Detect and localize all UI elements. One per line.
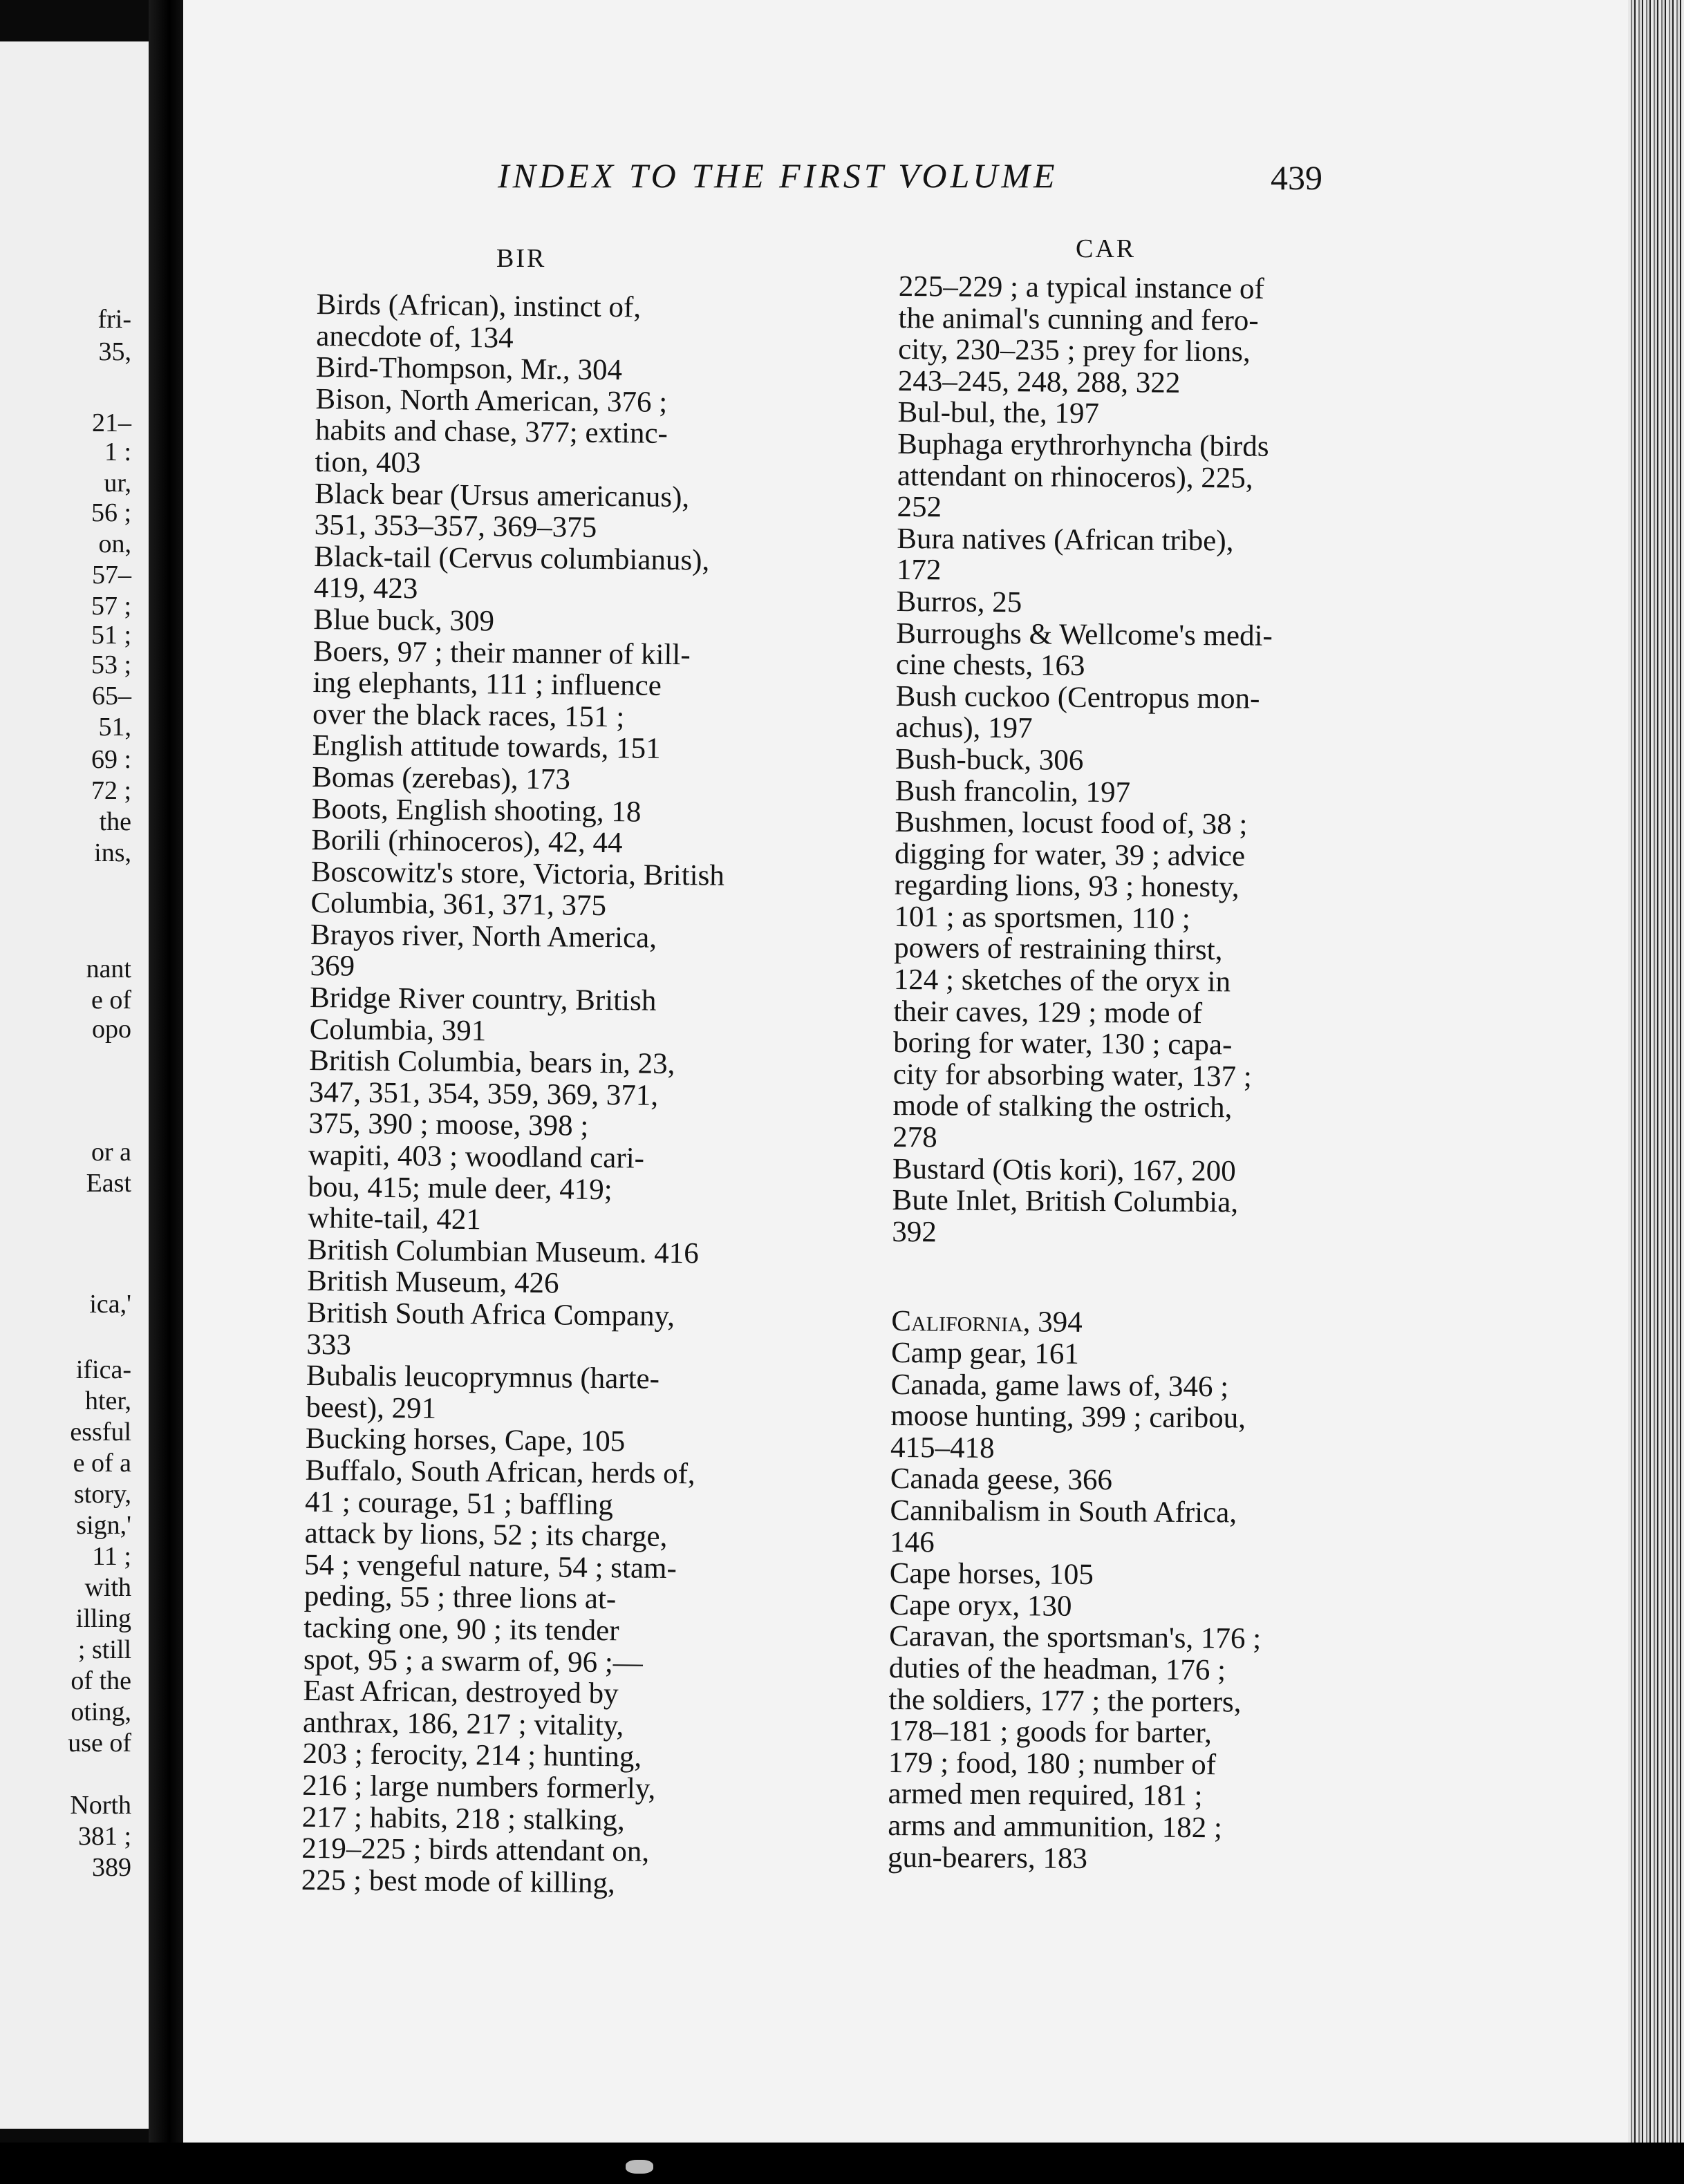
facing-page-fragment: 57 ; [91, 592, 131, 621]
index-entry [895, 681, 1325, 747]
guide-word-right: CAR [1076, 234, 1136, 263]
index-entry [895, 775, 1324, 809]
index-entry-line: achus), 197 [895, 711, 1033, 745]
index-entry-line: Bustard (Otis kori), 167, 200 [892, 1152, 1236, 1188]
index-entry-line: Canada geese, 366 [890, 1462, 1113, 1497]
index-entry [308, 1045, 780, 1239]
index-entry-line: attack by lions, 52 ; its charge, [304, 1517, 668, 1554]
index-entry-line: Cape oryx, 130 [889, 1588, 1072, 1623]
index-entry-line: Bomas (zerebas), 173 [311, 760, 571, 796]
index-entry [307, 1265, 777, 1301]
guide-word-left: BIR [496, 244, 547, 273]
facing-page-fragment: story, [73, 1480, 131, 1509]
index-entry-line: Black-tail (Cervus columbianus), [314, 540, 710, 577]
index-entry [890, 1558, 1318, 1592]
index-entry-line: 347, 351, 354, 359, 369, 371, [308, 1075, 659, 1112]
index-entry-line: city for absorbing water, 137 ; [892, 1057, 1252, 1093]
index-entry-line: 225 ; best mode of killing, [301, 1863, 615, 1899]
index-column-right [888, 271, 1327, 1876]
facing-page-fragment: 53 ; [91, 650, 131, 679]
index-entry-line: gun-bearers, 183 [887, 1841, 1088, 1875]
index-entry [896, 618, 1325, 684]
index-entry-line: 216 ; large numbers formerly, [301, 1769, 656, 1805]
index-entry-line: regarding lions, 93 ; honesty, [894, 869, 1239, 904]
index-entry-line: Bush-buck, 306 [895, 742, 1084, 777]
facing-page-fragment: illing [75, 1604, 131, 1633]
facing-page-fragment: North [70, 1791, 131, 1820]
index-entry-line: Blue buck, 309 [313, 603, 495, 638]
facing-page-fragment: 21– [92, 408, 131, 437]
index-entry [309, 982, 780, 1050]
index-entry-line: Boers, 97 ; their manner of kill- [312, 634, 691, 671]
index-entry-line: Bura natives (African tribe), [897, 522, 1234, 558]
index-entry [310, 919, 780, 987]
index-entry-line: cine chests, 163 [895, 648, 1085, 683]
index-entry-line: 41 ; courage, 51 ; baffling [304, 1485, 614, 1521]
facing-page-fragment: opo [92, 1015, 131, 1044]
index-entry-line: California, 394 [891, 1305, 1083, 1339]
index-entry-line: Birds (African), instinct of, [316, 288, 642, 324]
book-gutter [149, 0, 183, 2184]
facing-page-fragment: 65– [92, 681, 131, 710]
index-entry-line: 172 [896, 554, 942, 587]
facing-page-fragment: 72 ; [91, 776, 131, 805]
facing-page-fragment: ; still [77, 1635, 131, 1664]
index-column-right-b-entries [892, 271, 1327, 1251]
facing-page-fragment: or a [91, 1138, 131, 1167]
index-entry-line: habits and chase, 377; extinc- [315, 414, 668, 451]
index-entry-line: digging for water, 39 ; advice [894, 837, 1246, 873]
index-entry-line: 415–418 [890, 1431, 995, 1465]
index-entry [897, 523, 1326, 590]
index-entry [890, 1495, 1319, 1561]
index-entry [889, 1590, 1318, 1624]
index-entry-line: Bridge River country, British [309, 981, 657, 1017]
scan-mark [626, 2160, 653, 2174]
index-entry-line: peding, 55 ; three lions at- [303, 1580, 617, 1616]
index-entry-line: British Museum, 426 [306, 1265, 559, 1300]
index-entry [307, 1234, 777, 1270]
index-entry-line: 392 [892, 1215, 937, 1249]
index-entry-line: Boscowitz's store, Victoria, British [310, 855, 725, 892]
index-entry [310, 856, 781, 924]
index-entry-line: wapiti, 403 ; woodland cari- [308, 1138, 645, 1175]
page-number: 439 [1271, 158, 1322, 197]
facing-page-fragment: e of [91, 986, 131, 1015]
index-entry [306, 1360, 776, 1428]
index-entry-line: Bucking horses, Cape, 105 [305, 1422, 626, 1458]
index-entry [891, 1337, 1320, 1372]
index-entry-line: 178–181 ; goods for barter, [888, 1715, 1213, 1750]
index-entry-line: Canada, game laws of, 346 ; [890, 1368, 1229, 1403]
index-entry-line: Cannibalism in South Africa, [890, 1494, 1237, 1529]
index-entry-line: tion, 403 [315, 445, 421, 480]
index-entry-line: armed men required, 181 ; [888, 1778, 1203, 1813]
facing-page-fragment: sign,' [76, 1511, 131, 1540]
index-entry-line: Bush francolin, 197 [895, 774, 1131, 809]
index-entry-line: anthrax, 186, 217 ; vitality, [302, 1706, 624, 1742]
index-entry-line: beest), 291 [306, 1391, 437, 1425]
facing-page-fragment: ur, [104, 469, 131, 498]
facing-page-fragment: 389 [92, 1853, 131, 1882]
index-entry [312, 636, 783, 766]
index-entry-line: arms and ammunition, 182 ; [888, 1809, 1223, 1845]
index-entry-line: Buffalo, South African, herds of, [305, 1453, 695, 1491]
index-entry-line: 278 [892, 1121, 937, 1154]
facing-page-fragment: 1 : [104, 437, 131, 467]
index-entry-line: 101 ; as sportsmen, 110 ; [894, 900, 1191, 935]
index-entry [888, 1621, 1318, 1876]
index-entry-line: moose hunting, 399 ; caribou, [890, 1400, 1246, 1435]
index-entry [896, 586, 1325, 621]
index-entry [312, 762, 782, 798]
index-entry-line: Black bear (Ursus americanus), [314, 477, 690, 514]
index-entry [316, 352, 786, 388]
index-entry-line: 369 [310, 950, 355, 983]
index-entry-line: Cape horses, 105 [889, 1557, 1094, 1592]
index-entry-line: Borili (rhinoceros), 42, 44 [311, 824, 623, 860]
facing-page-fragment: 381 ; [77, 1822, 131, 1851]
facing-page-fragment: on, [98, 529, 131, 558]
index-entry [892, 1154, 1321, 1188]
index-entry-line: 124 ; sketches of the oryx in [893, 963, 1231, 999]
index-entry-line: Columbia, 391 [309, 1013, 487, 1048]
index-entry [312, 793, 782, 829]
index-entry-line: Bul-bul, the, 197 [897, 396, 1100, 431]
facing-page-fragment: essful [70, 1418, 131, 1447]
index-column-left [301, 289, 787, 1901]
facing-page-fragment: East [86, 1169, 131, 1198]
facing-page-fragment: e of a [73, 1449, 131, 1478]
page-edges [1628, 0, 1684, 2184]
running-head: INDEX TO THE FIRST VOLUME [498, 156, 1058, 195]
facing-page-fragment: the [99, 807, 131, 836]
facing-page-fragment: nant [86, 954, 131, 983]
index-entry-line: the soldiers, 177 ; the porters, [888, 1683, 1242, 1719]
index-entry [301, 1455, 776, 1901]
index-entry [315, 384, 785, 482]
index-entry-line: 243–245, 248, 288, 322 [897, 364, 1181, 399]
index-entry-line: 146 [889, 1525, 935, 1559]
index-entry-line: city, 230–235 ; prey for lions, [898, 333, 1251, 368]
facing-page-fragment: 35, [98, 337, 131, 366]
index-entry-line: British Columbian Museum. 416 [307, 1233, 700, 1270]
index-entry-line: British Columbia, bears in, 23, [309, 1044, 675, 1081]
index-entry [314, 478, 785, 546]
facing-page-fragment: ica,' [89, 1290, 131, 1319]
index-entry-line: 54 ; vengeful nature, 54 ; stam- [304, 1548, 677, 1585]
index-entry [892, 807, 1323, 1156]
index-entry [313, 604, 783, 640]
facing-page-fragment: 51 ; [91, 621, 131, 650]
index-entry [306, 1423, 776, 1459]
index-entry-line: over the black races, 151 ; [312, 697, 625, 734]
index-entry-line: Bison, North American, 376 ; [315, 382, 668, 419]
index-entry-line: East African, destroyed by [303, 1675, 619, 1711]
index-entry-line: the animal's cunning and fero- [898, 301, 1259, 337]
index-entry [897, 429, 1326, 526]
index-entry-line: Bird-Thompson, Mr., 304 [315, 351, 623, 387]
index-entry-line: duties of the headman, 176 ; [888, 1651, 1226, 1687]
scan-border [0, 2143, 1684, 2184]
facing-page-fragment: 57– [92, 561, 131, 590]
index-entry [892, 1185, 1321, 1251]
facing-page-fragment: with [84, 1573, 131, 1602]
index-entry-line: 333 [306, 1328, 352, 1362]
index-entry-line: 375, 390 ; moose, 398 ; [308, 1107, 589, 1143]
index-entry-line: bou, 415; mule deer, 419; [308, 1170, 612, 1206]
index-entry-line: Burros, 25 [896, 585, 1022, 619]
index-entry-line: 217 ; habits, 218 ; stalking, [301, 1800, 626, 1836]
index-entry-line: Caravan, the sportsman's, 176 ; [889, 1620, 1262, 1656]
index-entry [311, 825, 781, 860]
index-entry-line: tacking one, 90 ; its tender [303, 1611, 619, 1648]
facing-page-fragment: hter, [84, 1386, 131, 1415]
index-entry-line: 219–225 ; birds attendant on, [301, 1832, 650, 1868]
index-entry-line: 252 [897, 491, 942, 524]
index-entry-line: their caves, 129 ; mode of [893, 995, 1203, 1030]
index-entry [890, 1463, 1319, 1498]
index-entry-line: ing elephants, 111 ; influence [312, 666, 662, 702]
index-entry [897, 397, 1326, 431]
index-entry-line: Columbia, 361, 371, 375 [310, 887, 607, 923]
facing-page-fragment: 51, [98, 713, 131, 742]
index-entry [316, 289, 787, 357]
facing-page-fragment: fri- [97, 305, 131, 334]
index-entry [314, 541, 785, 609]
index-entry-line: 351, 353–357, 369–375 [314, 509, 597, 545]
index-entry-line: spot, 95 ; a swarm of, 96 ;— [303, 1643, 644, 1679]
index-entry [891, 1306, 1320, 1340]
index-entry-line: 225–229 ; a typical instance of [898, 270, 1264, 305]
facing-page-fragment: 11 ; [92, 1542, 131, 1571]
facing-page-fragment: 56 ; [91, 498, 131, 527]
index-entry-line: Burroughs & Wellcome's medi- [896, 616, 1273, 652]
index-entry-line: Boots, English shooting, 18 [311, 792, 642, 829]
index-entry-line: Bubalis leucoprymnus (harte- [306, 1359, 660, 1396]
index-entry-line: 203 ; ferocity, 214 ; hunting, [302, 1738, 642, 1773]
index-entry-line: attendant on rhinoceros), 225, [897, 459, 1253, 495]
index-entry-line: boring for water, 130 ; capa- [893, 1026, 1233, 1062]
index-entry-line: anecdote of, 134 [316, 319, 514, 355]
facing-page-fragment: oting, [71, 1697, 131, 1726]
index-entry-line: Brayos river, North America, [310, 918, 657, 954]
index-entry-line: Buphaga erythrorhyncha (birds [897, 427, 1269, 463]
index-entry-line: white-tail, 421 [307, 1202, 482, 1236]
index-entry-line: Bushmen, locust food of, 38 ; [895, 806, 1248, 841]
index-entry-line: Bute Inlet, British Columbia, [892, 1184, 1239, 1219]
facing-page-fragment: of the [71, 1666, 131, 1695]
index-entry-line: British South Africa Company, [306, 1296, 675, 1333]
index-entry-line: English attitude towards, 151 [312, 729, 661, 766]
index-entry [890, 1369, 1320, 1467]
index-entry-line: powers of restraining thirst, [893, 932, 1223, 967]
index-entry [895, 744, 1324, 778]
index-column-right-c-entries [888, 1306, 1320, 1876]
index-entry [898, 271, 1327, 400]
index-entry-line: 419, 423 [313, 572, 418, 605]
facing-page-fragment: use of [68, 1729, 131, 1758]
facing-page-fragment: ins, [94, 838, 131, 867]
index-entry-line: Bush cuckoo (Centropus mon- [895, 679, 1260, 715]
facing-page-fragment: ifica- [75, 1355, 131, 1384]
index-entry-line: mode of stalking the ostrich, [892, 1089, 1233, 1124]
index-entry-line: Camp gear, 161 [890, 1336, 1079, 1371]
facing-page-fragment: 69 : [91, 745, 131, 774]
index-entry [306, 1297, 777, 1365]
index-entry-line: 179 ; food, 180 ; number of [888, 1746, 1217, 1781]
